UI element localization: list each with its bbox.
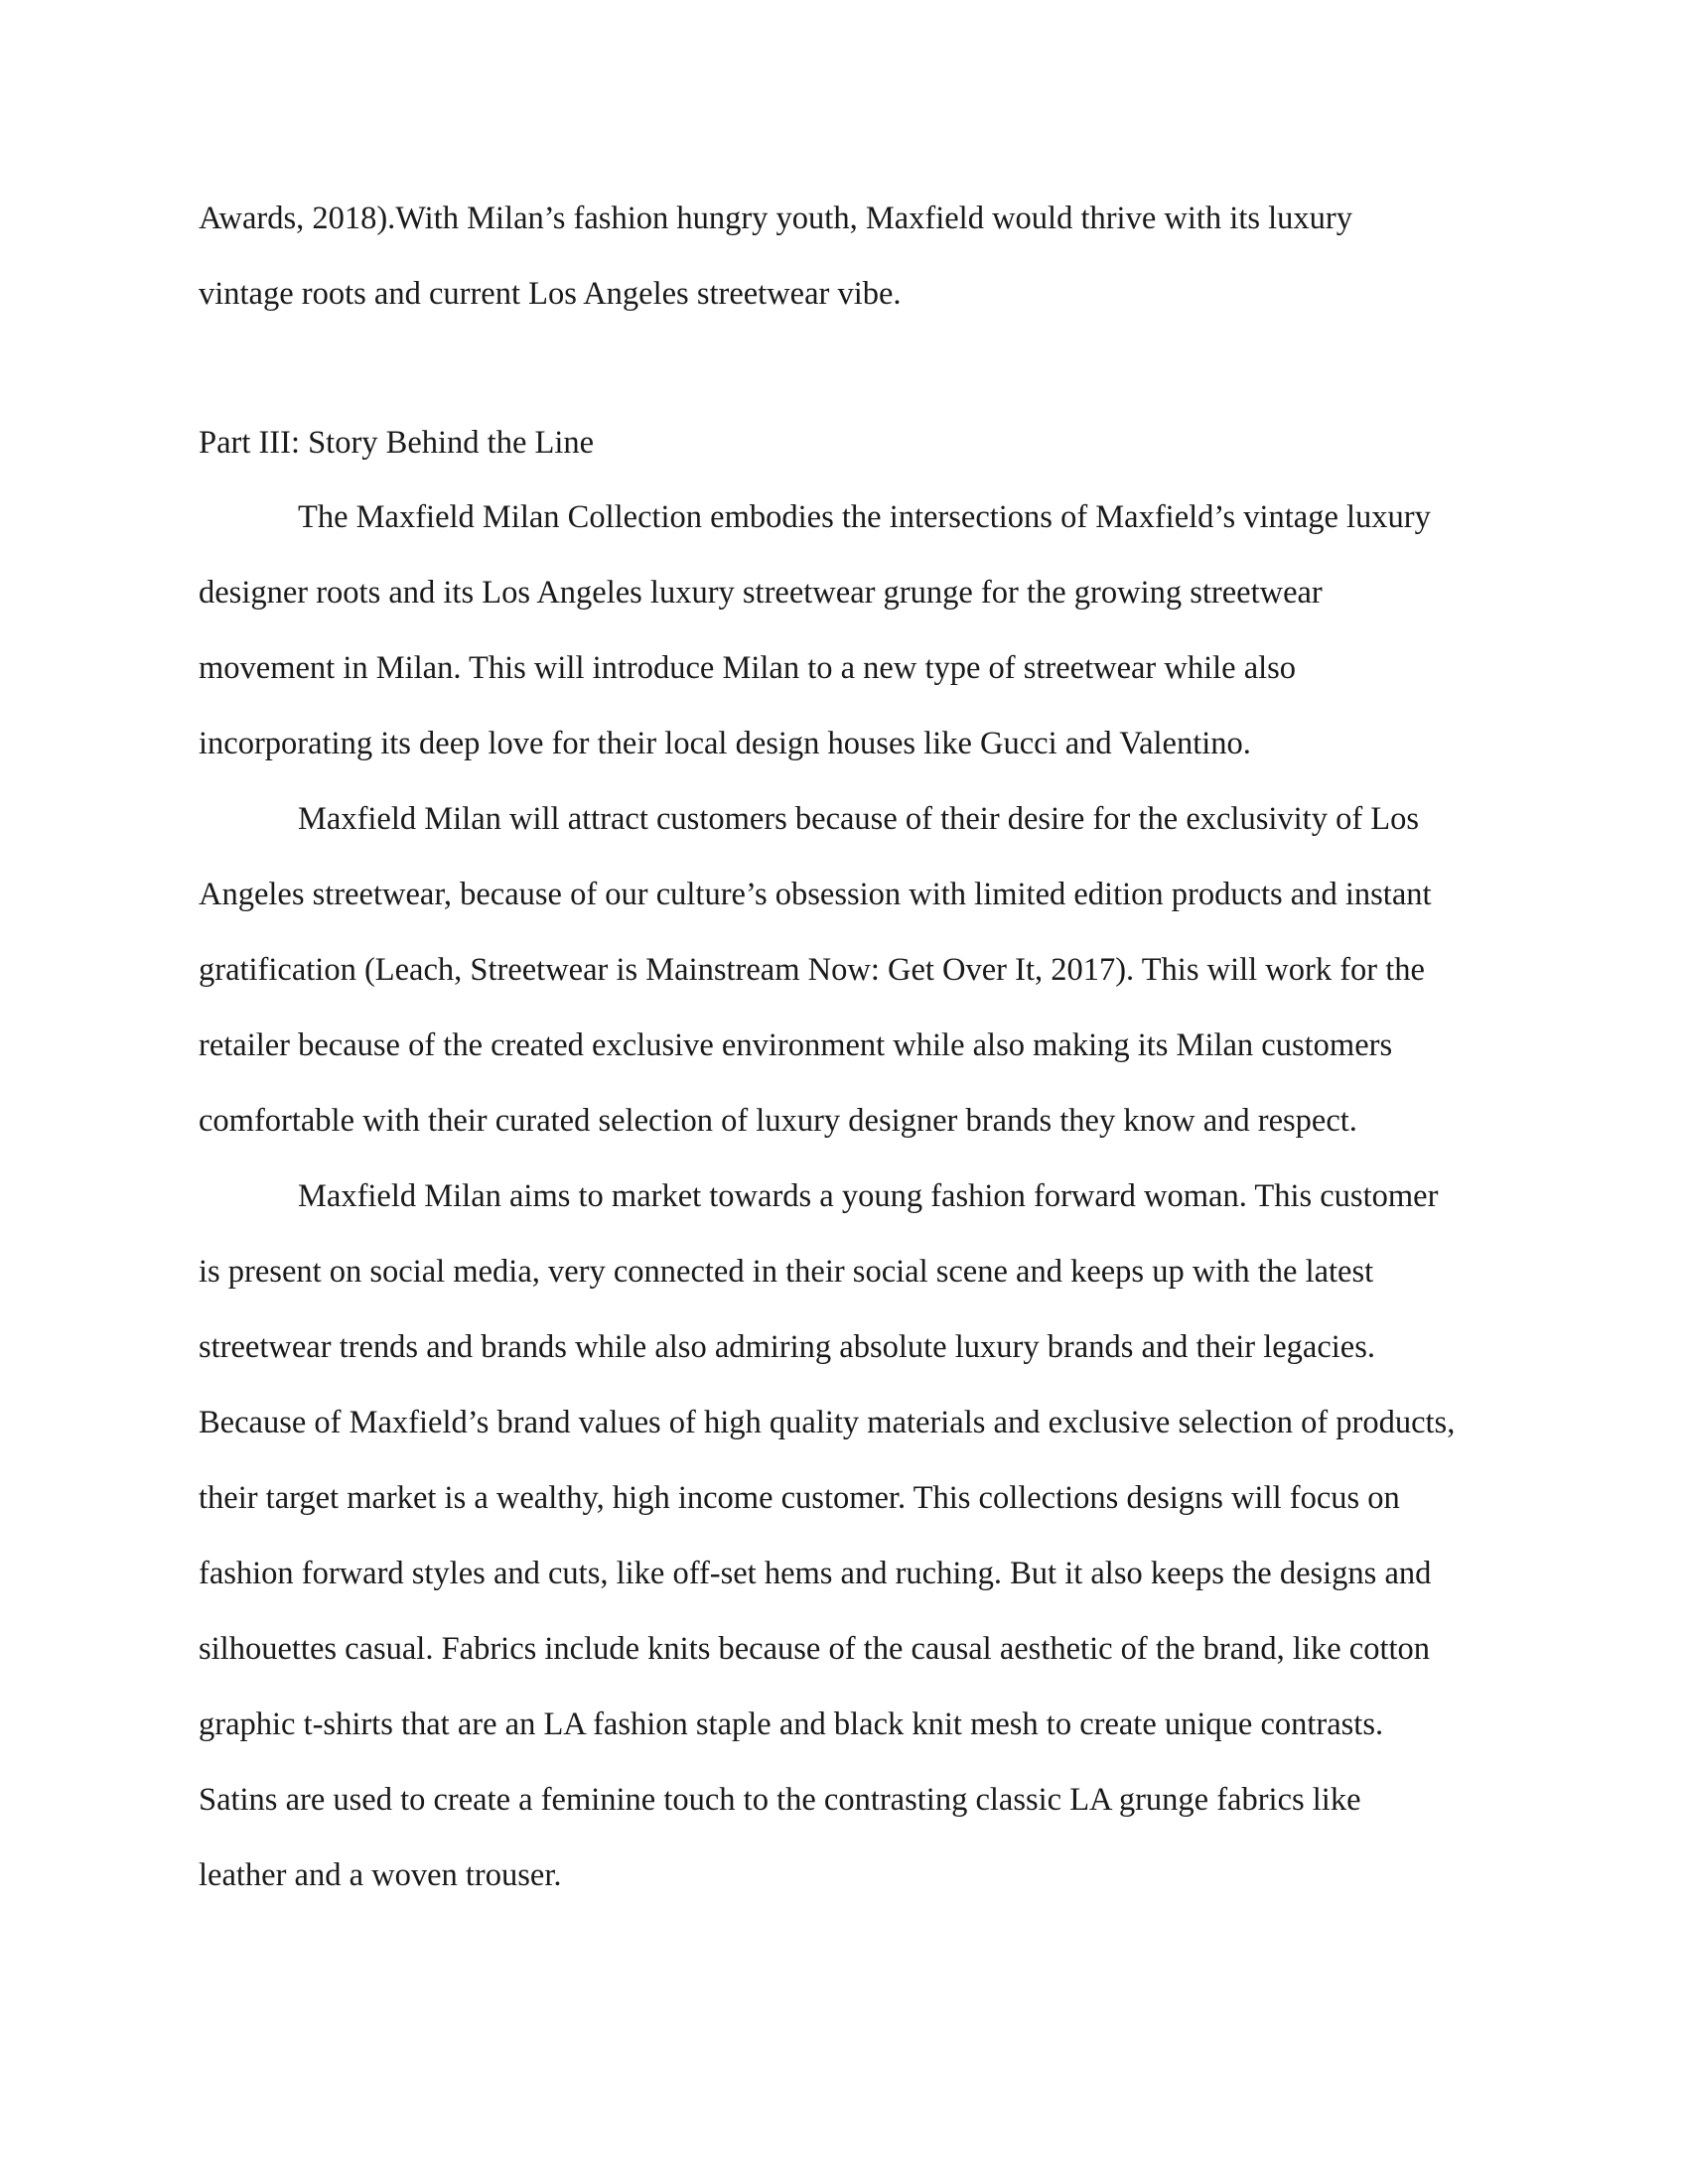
paragraph-first-line: The Maxfield Milan Collection embodies the intersections of Maxfield’s vintage luxury [298, 499, 1431, 535]
text-line: fashion forward styles and cuts, like off-set hems and ruching. But it also keeps the designs and [199, 1556, 1432, 1591]
text-line: Satins are used to create a feminine touch to the contrasting classic LA grunge fabrics like [199, 1782, 1361, 1818]
section-heading: Part III: Story Behind the Line [199, 425, 595, 461]
text-line: Angeles streetwear, because of our culture’s obsession with limited edition products and instant [199, 877, 1432, 912]
text-line: silhouettes casual. Fabrics include knits because of the causal aesthetic of the brand, like cotton [199, 1631, 1431, 1667]
text-line: vintage roots and current Los Angeles streetwear vibe. [199, 276, 902, 312]
paragraph-first-line: Maxfield Milan aims to market towards a young fashion forward woman. This customer [298, 1178, 1439, 1214]
text-line: gratification (Leach, Streetwear is Mainstream Now: Get Over It, 2017). This will work for the [199, 952, 1425, 988]
text-line: their target market is a wealthy, high income customer. This collections designs will focus on [199, 1480, 1400, 1516]
text-line: designer roots and its Los Angeles luxury streetwear grunge for the growing streetwear [199, 575, 1323, 611]
text-line: streetwear trends and brands while also admiring absolute luxury brands and their legacies. [199, 1329, 1375, 1365]
text-line: movement in Milan. This will introduce Milan to a new type of streetwear while also [199, 650, 1297, 686]
text-line: leather and a woven trouser. [199, 1857, 562, 1893]
text-line: graphic t-shirts that are an LA fashion staple and black knit mesh to create unique contrasts. [199, 1706, 1384, 1742]
paragraph-first-line: Maxfield Milan will attract customers because of their desire for the exclusivity of Los [298, 801, 1420, 837]
text-line: incorporating its deep love for their local design houses like Gucci and Valentino. [199, 726, 1251, 761]
text-line: is present on social media, very connected in their social scene and keeps up with the latest [199, 1254, 1374, 1290]
text-line: comfortable with their curated selection of luxury designer brands they know and respect. [199, 1103, 1357, 1139]
text-line: Because of Maxfield’s brand values of high quality materials and exclusive selection of products, [199, 1405, 1456, 1440]
text-line: Awards, 2018).With Milan’s fashion hungry youth, Maxfield would thrive with its luxury [199, 201, 1352, 236]
text-line: retailer because of the created exclusive environment while also making its Milan customers [199, 1027, 1393, 1063]
